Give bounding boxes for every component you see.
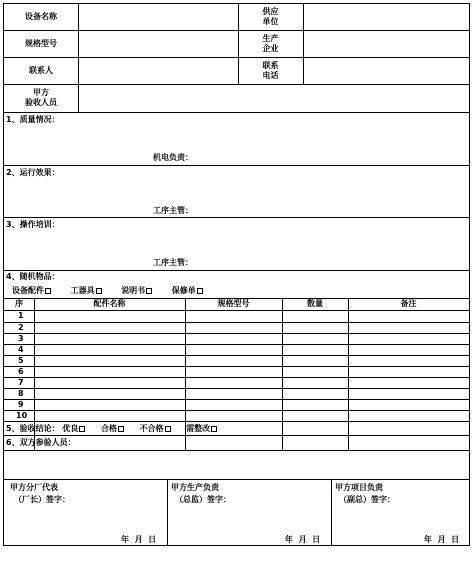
item-manual: 说明书 [121,286,146,295]
item-manual-checkbox[interactable] [146,288,152,294]
table-row-line [4,333,469,334]
option-fail: 不合格 [139,424,164,433]
table-row-index: 1 [18,311,24,320]
equipment-name-label: 设备名称 [25,12,57,21]
supplier-label: 供应 单位 [262,7,279,26]
signature-2-line1: 甲方生产负责 [171,483,219,492]
training-section-title: 3、操作培训： [6,220,60,229]
accessories-section-title: 4、随机物品： [6,272,60,281]
header-divider-1 [78,4,79,112]
acceptance-form [3,3,470,546]
manufacturer-label: 生产 企业 [262,33,279,53]
signature-1-date: 年 月 日 [121,535,157,544]
table-row-line [4,388,469,389]
table-row-index: 3 [18,334,24,343]
item-tools-checkbox[interactable] [96,288,102,294]
header-row-line-4 [4,112,469,113]
option-rectify-checkbox[interactable] [211,426,217,432]
table-row-line [4,421,469,422]
col-header-index: 序 [15,299,23,308]
table-row-line [4,322,469,323]
option-excellent-checkbox[interactable] [79,426,85,432]
section-line-3 [4,270,469,271]
table-header-line [4,310,469,311]
quality-sign-label: 机电负责： [153,153,193,162]
table-row-line [4,366,469,367]
section-line-6 [4,479,469,480]
item-warranty-checkbox[interactable] [197,288,203,294]
table-row-index: 5 [18,356,24,365]
table-row-index: 6 [18,367,24,376]
signature-1-line1: 甲方分厂代表 [10,483,58,492]
table-row-index: 9 [18,400,24,409]
training-sign-label: 工序主管： [153,258,193,267]
table-row-line [4,410,469,411]
col-header-remarks: 备注 [400,299,417,308]
table-bottom-line [4,450,469,451]
conclusion-title: 5、验收结论： [6,424,60,433]
table-row-index: 2 [18,323,24,332]
trial-section-title: 2、运行效果： [6,168,60,177]
item-parts: 设备配件 [12,286,44,295]
signature-3-line2: （副总）签字： [339,495,395,504]
signature-3-date: 年 月 日 [424,535,460,544]
phone-label: 联系 电话 [262,60,279,80]
model-label: 规格型号 [25,38,57,48]
table-col-line-3 [282,298,283,450]
signature-divider-1 [167,479,168,545]
table-row-index: 10 [16,411,28,420]
section-line-5 [4,435,469,436]
table-row-index: 4 [18,345,24,354]
col-header-model: 规格型号 [217,299,250,308]
col-header-part-name: 配件名称 [93,299,126,308]
table-row-line [4,355,469,356]
table-col-line-4 [348,298,349,450]
table-row-index: 8 [18,389,24,398]
option-rectify: 需整改 [186,424,211,433]
party-a-inspector-label: 甲方 验收人员 [25,88,57,107]
option-excellent: 优良 [62,424,79,433]
contact-label: 联系人 [29,65,53,75]
header-divider-3 [303,4,304,84]
signature-1-line2: （厂长）签字： [14,495,70,504]
item-warranty: 保修单 [171,286,196,295]
table-row-line [4,344,469,345]
signature-2-line2: （总监）签字： [175,495,231,504]
item-tools: 工器具 [70,286,95,295]
accessories-items [12,286,203,296]
option-pass: 合格 [100,424,117,433]
signature-2-date: 年 月 日 [285,535,321,544]
signature-3-line1: 甲方项目负责 [335,483,383,492]
table-row-index: 7 [18,378,24,387]
quality-section-title: 1、质量情况： [6,115,60,124]
signature-divider-2 [331,479,332,545]
section-line-2 [4,217,469,218]
option-fail-checkbox[interactable] [165,426,171,432]
option-pass-checkbox[interactable] [118,426,124,432]
table-row-line [4,377,469,378]
col-header-quantity: 数量 [307,299,323,308]
conclusion-row [6,424,217,434]
table-row-line [4,399,469,400]
section-line-1 [4,165,469,166]
participants-title: 6、双方参验人员： [6,438,76,447]
trial-sign-label: 工序主管： [153,206,193,215]
item-parts-checkbox[interactable] [45,288,51,294]
